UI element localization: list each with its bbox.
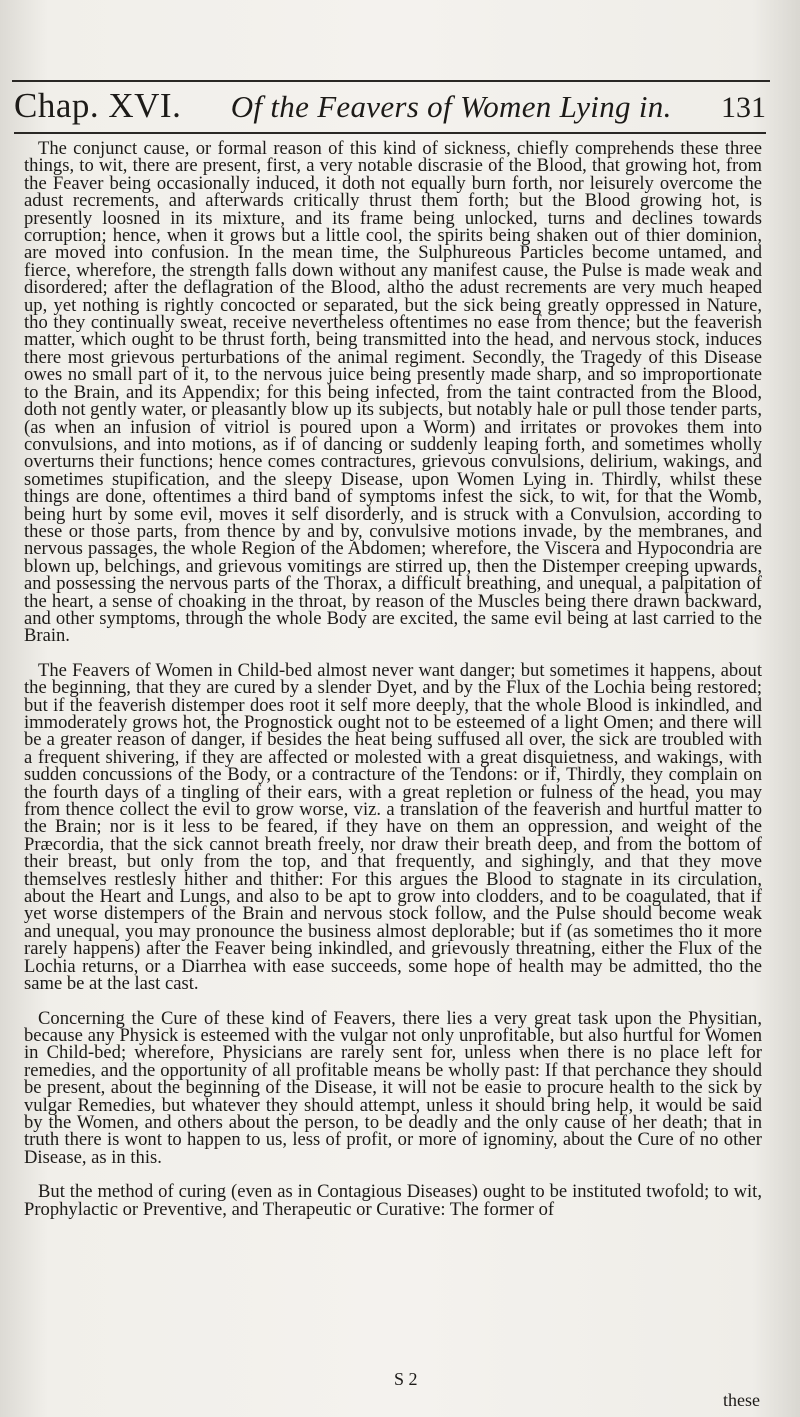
running-title: Of the Feavers of Women Lying in.: [230, 89, 672, 124]
signature-mark: S 2: [394, 1369, 418, 1389]
page-number: 131: [721, 91, 766, 124]
paragraph-cure: Concerning the Cure of these kind of Feavers, there lies a very great task upon the Physitian, because any Physick is esteemed with the vulgar not only unprofitable, but also hurtful for Women in Child-bed; wherefore, Physicians are rarely sent for, unless when there is no place left for remedies, and the opportunity of all profitable means be wholly past: If that perchance they should be present, about the beginning of the Disease, it will not be easie to procure health to the sick by vulgar Remedies, but whatever they should attempt, unless it should bring help, it would be said by the Women, and others about the person, to be deadly and the only cause of her death; that in truth there is wont to happen to us, less of profit, or more of ignominy, about the Cure of no other Disease, as in this.: [24, 1007, 762, 1168]
paragraph-prognosis: The Feavers of Women in Child-bed almost never want danger; but sometimes it happens, about the beginning, that they are cured by a slender Dyet, and by the Flux of the Lochia being restored; but if the feaverish distemper does root it self more deeply, that the whole Blood is inkindled, and immoderately grows hot, the Prognostick ought not to be esteemed of a light Omen; and there will be a greater reason of danger, if besides the heat being suffused all over, the sick are troubled with a frequent shivering, if they are affected or molested with a great disquietness, and wakings, with sudden concussions of the Body, or a contracture of the Tendons: or if, Thirdly, they complain on the fourth days of a tingling of their ears, with a great repletion or fulness of the head, you may from thence collect the evil to grow worse, viz. a translation of the feaverish and hurtful matter to the Brain; nor is it less to be feared, if they have on them an oppression, and weight of the Præcordia, that the sick cannot breath freely, nor draw their breath deep, and from the bottom of their breast, but only from the top, and that frequently, and sighingly, and that they move themselves restlesly hither and thither: For this argues the Blood to stagnate in its circulation, about the Heart and Lungs, and also to be apt to grow into clodders, and to be coagulated, that if yet worse distempers of the Brain and nervous stock follow, and the Pulse should become weak and unequal, you may pronounce the business almost deplorable; but if (as sometimes tho it more rarely happens) after the Feaver being inkindled, and grievously threatning, either the Flux of the Lochia returns, or a Diarrhea with ease succeeds, some hope of health may be admitted, tho the same be at the last cast.: [24, 659, 762, 995]
paragraph-conjunct-cause: The conjunct cause, or formal reason of this kind of sickness, chiefly comprehends these three things, to wit, there are present, first, a very notable discrasie of the Blood, that growing hot, from the Feaver being occasionally induced, it doth not equally burn forth, nor leisurely overcome the adust recrements, and afterwards critically thrust them forth; but the Blood growing hot, is presently loosned in its mixture, and its frame being unlocked, turns and declines towards corruption; hence, when it grows but a little cool, the spirits being shaken out of thier dominion, are moved into confusion. In the mean time, the Sulphureous Particles become untamed, and fierce, wherefore, the strength falls down without any manifest cause, the Pulse is made weak and disordered; after the deflagration of the Blood, altho the adust recrements are very much heaped up, yet nothing is rightly concocted or separated, but the sick being greatly oppressed in Nature, tho they continually sweat, receive nevertheless oftentimes no ease from thence; but the feaverish matter, which ought to be thrust forth, being transmitted into the head, and nervous stock, induces there most grievous perturbations of the animal regiment. Secondly, the Tragedy of this Disease owes no small part of it, to the nervous juice being presently made sharp, and so improportionate to the Brain, and its Appendix; for this being infected, from the taint contracted from the Blood, doth not gently water, or pleasantly blow up its subjects, but notably hale or pull those tender parts, (as when an infusion of vitriol is poured upon a Worm) and irritates or provokes them into convulsions, and into motions, as if of dancing or suddenly leaping forth, and sometimes wholly overturns their functions; hence comes contractures, grievous convulsions, delirium, wakings, and sometimes stupification, and the sleepy Disease, upon Women Lying in. Thirdly, whilst these things are done, oftentimes a third band of symptoms infest the sick, to wit, for that the Womb, being hurt by some evil, moves it self disorderly, and is struck with a Convulsion, according to these or those parts, from thence by and by, convulsive motions invade, by the membranes, and nervous passages, the whole Region of the Abdomen; wherefore, the Viscera and Hypocondria are blown up, belchings, and grievous vomitings are stirred up, then the Distemper creeping upwards, and possessing the nervous parts of the Thorax, a difficult breathing, and unequal, a palpitation of the heart, a sense of choaking in the throat, by reason of the Muscles being there drawn backward, and other symptoms, through the whole Body are excited, the same evil being at last carried to the Brain.: [24, 138, 762, 647]
running-head: [14, 86, 766, 134]
header-rule: [12, 80, 770, 82]
chapter-label: Chap. XVI.: [14, 86, 182, 125]
paragraph-method: But the method of curing (even as in Contagious Diseases) ought to be instituted twofold; to wit, Prophylactic or Preventive, and Therapeutic or Curative: The former of: [24, 1181, 762, 1220]
catchword: these: [723, 1390, 760, 1410]
body-text: [24, 140, 762, 1218]
